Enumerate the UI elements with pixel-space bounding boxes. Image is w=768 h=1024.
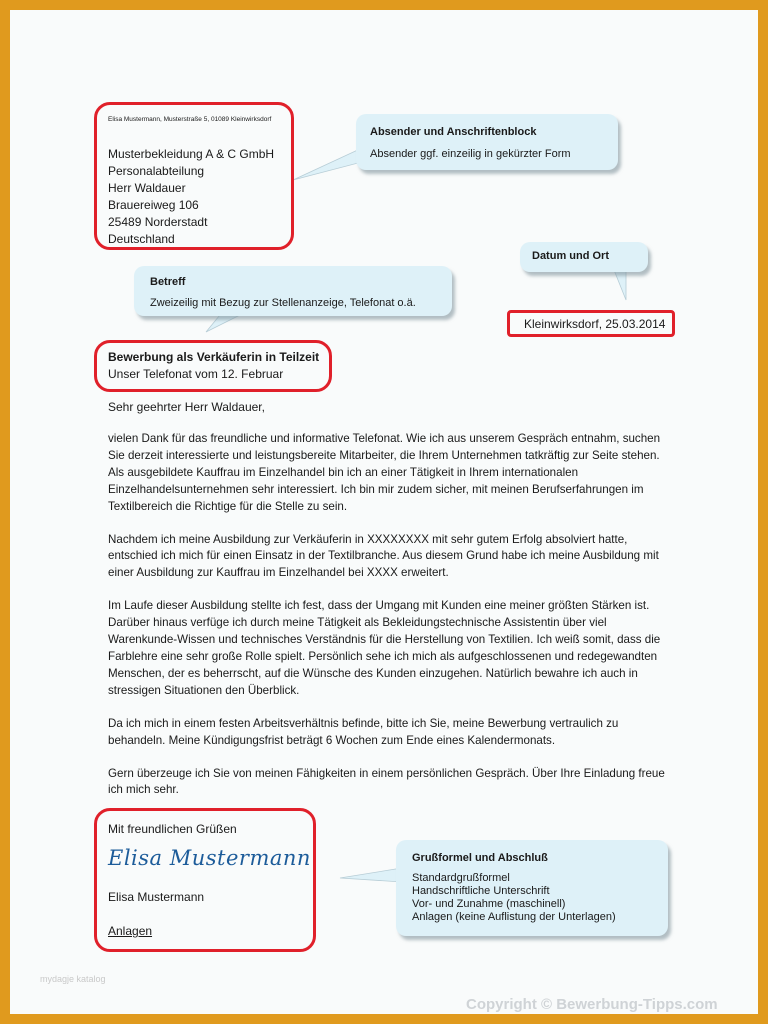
- subject-line: Bewerbung als Verkäuferin in Teilzeit: [108, 350, 320, 364]
- subject-reference: Unser Telefonat vom 12. Februar: [108, 367, 284, 381]
- gruss-callout: [396, 840, 668, 936]
- gruss-callout-pointer: [340, 868, 402, 882]
- datum-callout-pointer: [614, 270, 626, 300]
- sender-line: Elisa Mustermann, Musterstraße 5, 01089 Kleinwirksdorf: [108, 116, 272, 123]
- recipient-address: [108, 146, 274, 248]
- absender-callout: [356, 114, 618, 170]
- callout-title: Grußformel und Abschluß: [412, 852, 548, 864]
- closing-greeting: Mit freundlichen Grüßen: [108, 822, 237, 836]
- handwritten-signature: Elisa Mustermann: [108, 846, 311, 870]
- callout-list-item: Vor- und Zunahme (maschinell): [412, 898, 566, 910]
- callout-title: Absender und Anschriftenblock: [370, 126, 537, 138]
- callout-title: Betreff: [150, 276, 186, 288]
- copyright-notice: Copyright © Bewerbung-Tipps.com: [466, 996, 718, 1013]
- letter-page: [10, 10, 758, 1014]
- datum-callout: [520, 242, 648, 272]
- callout-list: [412, 872, 652, 924]
- callout-text: Absender ggf. einzeilig in gekürzter Form: [370, 148, 571, 160]
- printed-name: Elisa Mustermann: [108, 890, 205, 904]
- watermark-text: mydagje katalog: [40, 974, 106, 984]
- body-paragraph: Da ich mich in einem festen Arbeitsverhältnis befinde, bitte ich Sie, meine Bewerbung vertraulich zu behandeln. Meine Kündigungsfrist beträgt 6 Wochen zum Ende eines Kalendermonats.: [108, 716, 619, 747]
- callout-title: Datum und Ort: [532, 250, 609, 262]
- absender-callout-pointer: [293, 148, 362, 180]
- date-place: Kleinwirksdorf, 25.03.2014: [524, 317, 666, 331]
- address-line: Personalabteilung: [108, 164, 205, 178]
- body-paragraph: Im Laufe dieser Ausbildung stellte ich fest, dass der Umgang mit Kunden eine meiner größten Stärken ist. Darüber hinaus verfüge ich durch meine Tätigkeit als Bekleidungstechnische Assistentin über viel Warenkunde-Wissen und technisches Verständnis für die Herstellung von Textilien. Ich weiß somit, dass die Farblehre eine sehr große Rolle spielt. Persönlich sehe ich mich als aufgeschlossenen und redegewandten Menschen, der es beherrscht, auf die Wünsche des Kunden einzugehen. Natürlich bewahre ich auch in stressigen Situationen den Überblick.: [108, 599, 661, 697]
- callout-list-item: Anlagen (keine Auflistung der Unterlagen): [412, 911, 616, 923]
- letter-body: [108, 431, 668, 815]
- betreff-callout: [134, 266, 452, 316]
- subject: [108, 349, 319, 383]
- callout-list-item: Standardgrußformel: [412, 872, 510, 884]
- address-line: Musterbekleidung A & C GmbH: [108, 147, 275, 161]
- body-paragraph: Nachdem ich meine Ausbildung zur Verkäuferin in XXXXXXXX mit sehr gutem Erfolg absolviert hatte, entschied ich mich für einen Einsatz in der Textilbranche. Aus diesem Grund habe ich meine Ausbildung mit einer Ausbildung zur Kauffrau im Einzelhandel bei XXXX erweitert.: [108, 532, 659, 580]
- salutation: Sehr geehrter Herr Waldauer,: [108, 400, 265, 414]
- attachments-link[interactable]: Anlagen: [108, 924, 153, 938]
- body-paragraph: Gern überzeuge ich Sie von meinen Fähigkeiten in einem persönlichen Gespräch. Über Ihre Einladung freue ich mich sehr.: [108, 766, 665, 797]
- address-line: Herr Waldauer: [108, 181, 186, 195]
- address-line: 25489 Norderstadt: [108, 215, 208, 229]
- callout-text: Zweizeilig mit Bezug zur Stellenanzeige, Telefonat o.ä.: [150, 297, 416, 309]
- callout-list-item: Handschriftliche Unterschrift: [412, 885, 550, 897]
- address-line: Brauereiweg 106: [108, 198, 199, 212]
- address-line: Deutschland: [108, 232, 175, 246]
- body-paragraph: vielen Dank für das freundliche und informative Telefonat. Wie ich aus unserem Gespräch entnahm, suchen Sie derzeit interessierte und leistungsbereite Mitarbeiter, die Ihrem Unternehmen tatkräftig zur Seite stehen. Als ausgebildete Kauffrau im Einzelhandel bin ich an einer Tätigkeit in Ihrem internationalen Einzelhandelsunternehmen sehr interessiert. Ich bin mir zudem sicher, mit meinen Berufserfahrungen im Textilbereich die Richtige für die Stelle zu sein.: [108, 432, 661, 513]
